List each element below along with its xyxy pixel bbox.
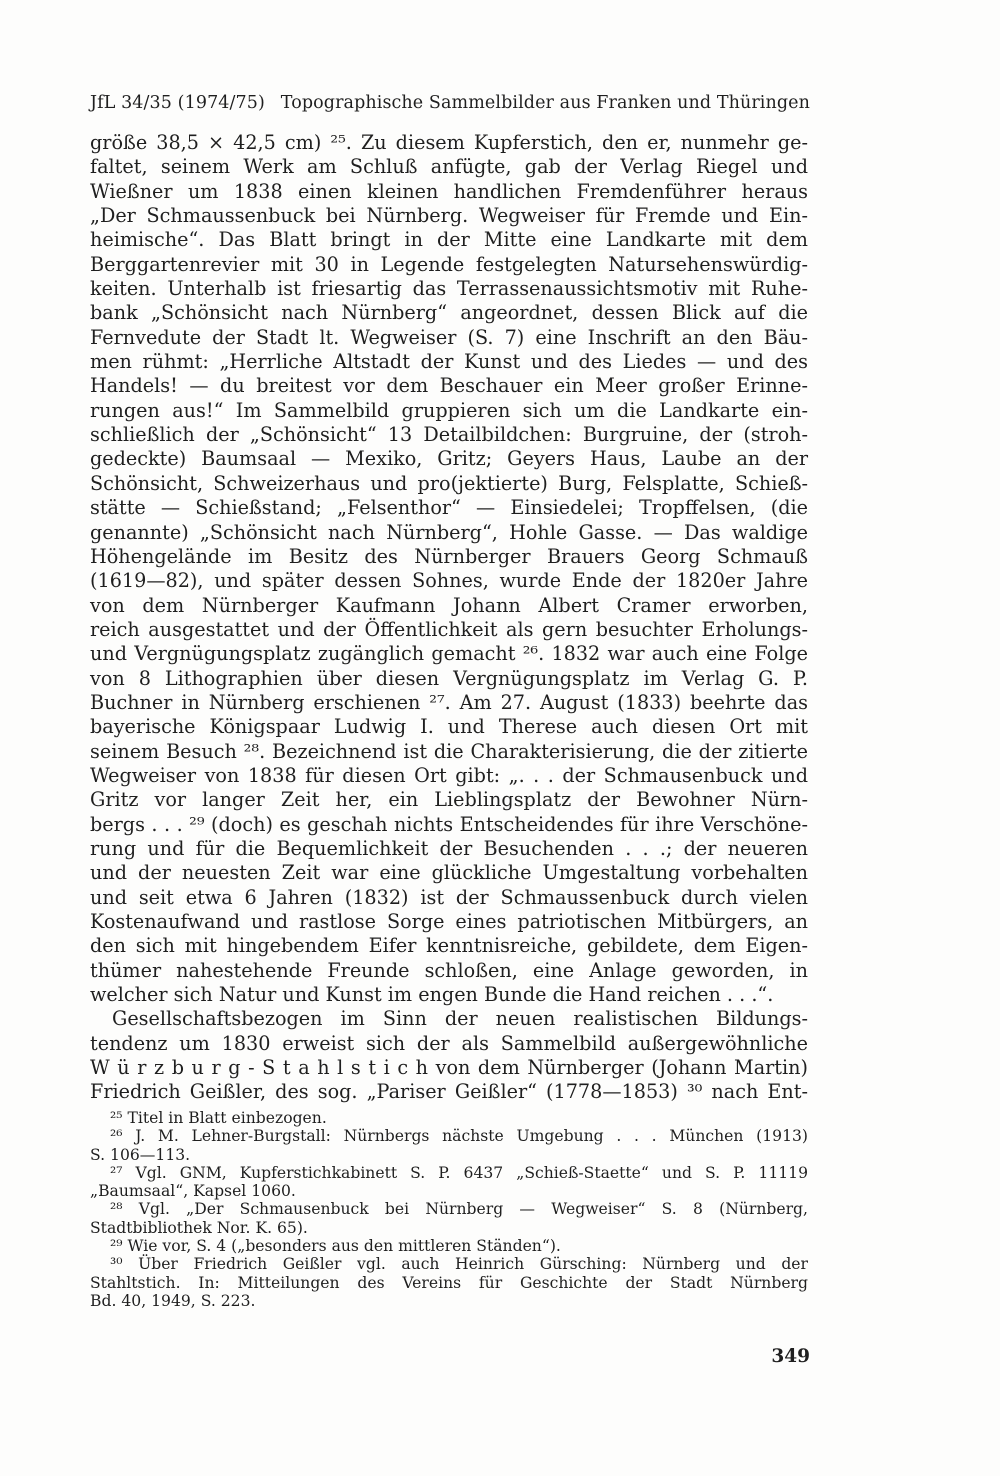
footnote-line: ³⁰ Über Friedrich Geißler vgl. auch Heinrich Gürsching: Nürnberg und der [110,1255,808,1274]
text-line: reich ausgestattet und der Öffentlichkeit als gern besuchter Erholungs- [90,617,808,641]
footnote-line: „Baumsaal“, Kapsel 1060. [90,1182,296,1201]
text-line: und Vergnügungsplatz zugänglich gemacht ²⁶. 1832 war auch eine Folge [90,642,808,666]
text-line: von dem Nürnberger Kaufmann Johann Albert Cramer erworben, [90,593,808,617]
footnotes [90,1109,808,1310]
footnote-line: Stadtbibliothek Nor. K. 65). [90,1218,308,1237]
text-line: seinem Besuch ²⁸. Bezeichnend ist die Charakterisierung, die der zitierte [90,739,808,763]
text-line: keiten. Unterhalb ist friesartig das Terrassenaussichtsmotiv mit Ruhe- [90,277,808,301]
footnote-line: Bd. 40, 1949, S. 223. [90,1291,256,1310]
text-line: „Der Schmaussenbuck bei Nürnberg. Wegweiser für Fremde und Ein- [90,204,808,228]
text-line: größe 38,5 × 42,5 cm) ²⁵. Zu diesem Kupferstich, den er, nunmehr ge- [90,131,808,154]
text-line: (1619—82), und später dessen Sohnes, wurde Ende der 1820er Jahre [90,569,808,593]
text-line: Gesellschaftsbezogen im Sinn der neuen realistischen Bildungs- [112,1007,808,1031]
footnote-line: ²⁷ Vgl. GNM, Kupferstichkabinett S. P. 6437 „Schieß-Staette“ und S. P. 11119 [110,1163,808,1182]
text-line: thümer nahestehende Freunde schloßen, eine Anlage geworden, in [90,958,808,982]
text-line: Wießner um 1838 einen kleinen handlichen Fremdenführer heraus [90,179,808,203]
text-line: schließlich der „Schönsicht“ 13 Detailbildchen: Burgruine, der (stroh- [90,423,808,447]
footnote-line: ²⁸ Vgl. „Der Schmausenbuck bei Nürnberg — Wegweiser“ S. 8 (Nürnberg, [110,1200,808,1219]
text-line: rungen aus!“ Im Sammelbild gruppieren sich um die Landkarte ein- [90,398,808,422]
text-line: und seit etwa 6 Jahren (1832) ist der Schmaussenbuck durch vielen [90,885,808,909]
text-line: stätte — Schießstand; „Felsenthor“ — Einsiedelei; Tropffelsen, (die [90,496,808,520]
text-line: bergs . . . ²⁹ (doch) es geschah nichts Entscheidendes für ihre Verschöne- [90,812,808,836]
text-line: heimische“. Das Blatt bringt in der Mitte eine Landkarte mit dem [90,228,808,252]
text-line: Handels! — du breitest vor dem Beschauer ein Meer großer Erinne- [90,374,808,398]
text-line: Buchner in Nürnberg erschienen ²⁷. Am 27. August (1833) beehrte das [90,690,808,714]
text-line: und der neuesten Zeit war eine glückliche Umgestaltung vorbehalten [90,861,808,885]
text-line: Friedrich Geißler, des sog. „Pariser Geißler“ (1778—1853) ³⁰ nach Ent- [90,1080,808,1104]
text-line: bayerische Königspaar Ludwig I. und Therese auch diesen Ort mit [90,715,808,739]
text-line: Wegweiser von 1838 für diesen Ort gibt: „. . . der Schmausenbuck und [90,763,808,787]
text-line: bank „Schönsicht nach Nürnberg“ angeordnet, dessen Blick auf die [90,301,808,325]
text-line: faltet, seinem Werk am Schluß anfügte, gab der Verlag Riegel und [90,155,808,179]
text-line: men rühmt: „Herrliche Altstadt der Kunst und des Liedes — und des [90,350,808,374]
article-title: Topographische Sammelbilder aus Franken und Thüringen [280,93,810,113]
journal-reference: JfL 34/35 (1974/75) [90,93,265,113]
text-line: rung und für die Bequemlichkeit der Besuchenden . . .; der neueren [90,836,808,860]
text-line: Gritz vor langer Zeit her, ein Lieblingsplatz der Bewohner Nürn- [90,788,808,812]
text-line: W ü r z b u r g - S t a h l s t i c h von dem Nürnberger (Johann Martin) [90,1056,808,1080]
footnote-line: ²⁵ Titel in Blatt einbezogen. [110,1109,327,1127]
text-line: Berggartenrevier mit 30 in Legende festgelegten Natursehenswürdig- [90,252,808,276]
text-line: Schönsicht, Schweizerhaus und pro(jektierte) Burg, Felsplatte, Schieß- [90,471,808,495]
text-line: Höhengelände im Besitz des Nürnberger Brauers Georg Schmauß [90,544,808,568]
footnote-line: S. 106—113. [90,1145,191,1164]
body-text [90,131,808,1105]
page-number: 349 [771,1346,810,1367]
running-head [90,90,810,116]
text-line: Fernvedute der Stadt lt. Wegweiser (S. 7) eine Inschrift an den Bäu- [90,325,808,349]
text-line: genannte) „Schönsicht nach Nürnberg“, Hohle Gasse. — Das waldige [90,520,808,544]
text-line: von 8 Lithographien über diesen Vergnügungsplatz im Verlag G. P. [90,666,808,690]
text-line: welcher sich Natur und Kunst im engen Bunde die Hand reichen . . .“. [90,983,774,1007]
footnote-line: ²⁶ J. M. Lehner-Burgstall: Nürnbergs nächste Umgebung . . . München (1913) [110,1127,808,1146]
text-line: gedeckte) Baumsaal — Mexiko, Gritz; Geyers Haus, Laube an der [90,447,808,471]
text-line: tendenz um 1830 erweist sich der als Sammelbild außergewöhnliche [90,1031,808,1055]
footnote-line: Stahltstich. In: Mitteilungen des Vereins für Geschichte der Stadt Nürnberg [90,1273,808,1292]
text-line: den sich mit hingebendem Eifer kenntnisreiche, gebildete, dem Eigen- [90,934,808,958]
footnote-line: ²⁹ Wie vor, S. 4 („besonders aus den mittleren Ständen“). [110,1237,561,1256]
text-line: Kostenaufwand und rastlose Sorge eines patriotischen Mitbürgers, an [90,910,808,933]
